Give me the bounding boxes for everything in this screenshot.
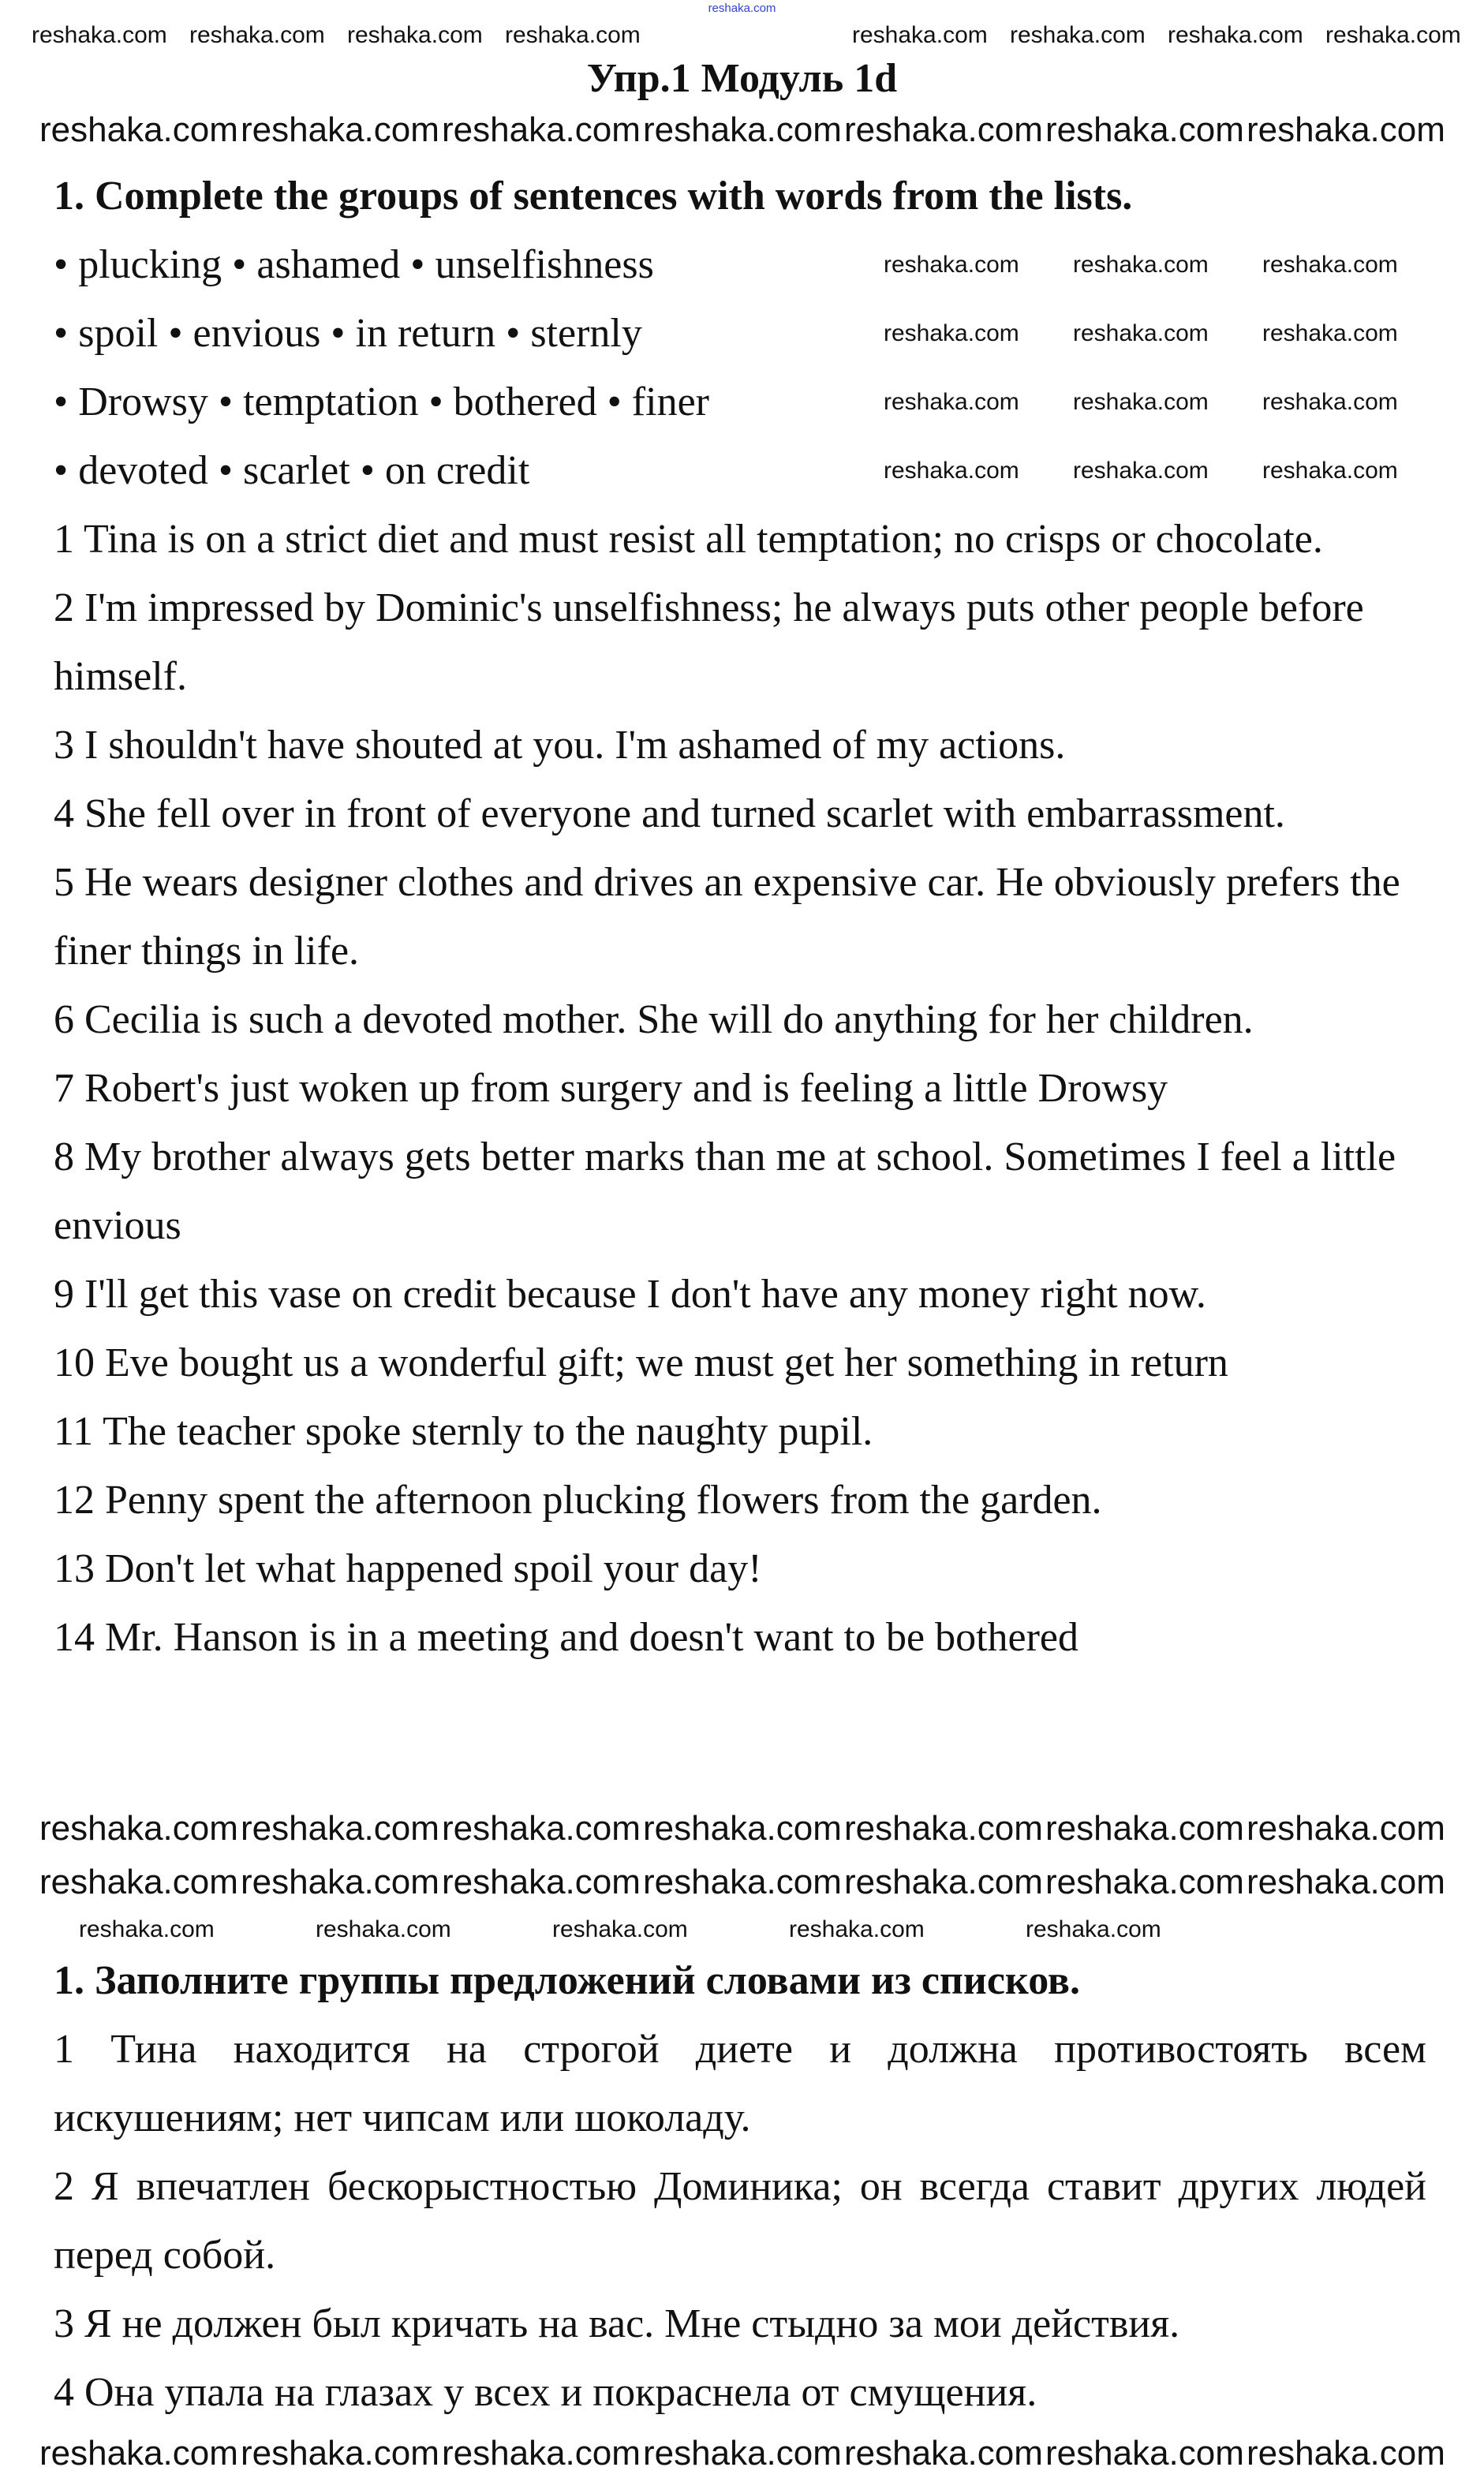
watermark: reshaka.com <box>241 2434 439 2473</box>
watermark: reshaka.com <box>39 1863 238 1901</box>
watermark: reshaka.com <box>1262 252 1398 278</box>
watermark: reshaka.com <box>884 389 1019 415</box>
sentence: 2 I'm impressed by Dominic's unselfishness; he always puts other people before himself. <box>54 585 1364 699</box>
watermark: reshaka.com <box>1045 110 1244 149</box>
watermark: reshaka.com <box>1247 2434 1445 2473</box>
watermark: reshaka.com <box>442 110 641 149</box>
sentence: 1 Tina is on a strict diet and must resist all temptation; no crisps or chocolate. <box>54 517 1323 562</box>
sentence-ru: 4 Она упала на глазах у всех и покраснела от смущения. <box>54 2370 1037 2415</box>
watermark: reshaka.com <box>884 320 1019 346</box>
page-title: Упр.1 Модуль 1d <box>586 56 898 101</box>
watermark: reshaka.com <box>643 2434 842 2473</box>
watermark: reshaka.com <box>1262 458 1398 484</box>
watermark: reshaka.com <box>442 1863 641 1901</box>
sentence-ru: 2 Я впечатлен бескорыстностью Доминика; он всегда ставит других людей перед собой. <box>54 2164 1426 2278</box>
watermark: reshaka.com <box>347 22 483 48</box>
watermark: reshaka.com <box>442 2434 641 2473</box>
watermark: reshaka.com <box>32 22 167 48</box>
watermark: reshaka.com <box>241 1809 439 1848</box>
sentence: 3 I shouldn't have shouted at you. I'm ashamed of my actions. <box>54 723 1066 768</box>
watermark: reshaka.com <box>1247 1863 1445 1901</box>
russian-content <box>54 1946 1426 2427</box>
watermark: reshaka.com <box>844 1863 1043 1901</box>
watermark: reshaka.com <box>884 252 1019 278</box>
word-list: • Drowsy • temptation • bothered • finer <box>54 379 709 424</box>
watermark: reshaka.com <box>39 2434 238 2473</box>
watermark: reshaka.com <box>1262 389 1398 415</box>
sentence: 12 Penny spent the afternoon plucking flowers from the garden. <box>54 1478 1102 1523</box>
english-heading: 1. Complete the groups of sentences with words from the lists. <box>54 174 1133 219</box>
watermark: reshaka.com <box>789 1916 925 1942</box>
watermark: reshaka.com <box>852 22 988 48</box>
sentence: 13 Don't let what happened spoil your day! <box>54 1546 762 1591</box>
watermark: reshaka.com <box>1045 1863 1244 1901</box>
watermark: reshaka.com <box>844 110 1043 149</box>
watermark: reshaka.com <box>1247 110 1445 149</box>
watermark: reshaka.com <box>1073 458 1209 484</box>
sentence: 6 Cecilia is such a devoted mother. She will do anything for her children. <box>54 997 1254 1042</box>
watermark: reshaka.com <box>241 1863 439 1901</box>
watermark: reshaka.com <box>1026 1916 1161 1942</box>
sentence: 7 Robert's just woken up from surgery and is feeling a little Drowsy <box>54 1066 1168 1111</box>
exercise-content <box>54 162 1426 1672</box>
watermark: reshaka.com <box>1262 320 1398 346</box>
sentence: 10 Eve bought us a wonderful gift; we must get her something in return <box>54 1340 1228 1385</box>
watermark: reshaka.com <box>1073 252 1209 278</box>
watermark: reshaka.com <box>844 1809 1043 1848</box>
russian-heading: 1. Заполните группы предложений словами из списков. <box>54 1958 1080 2003</box>
sentence: 8 My brother always gets better marks than me at school. Sometimes I feel a little envious <box>54 1134 1396 1248</box>
sentence: 11 The teacher spoke sternly to the naughty pupil. <box>54 1409 873 1454</box>
watermark: reshaka.com <box>39 1809 238 1848</box>
sentence: 9 I'll get this vase on credit because I don't have any money right now. <box>54 1272 1206 1317</box>
watermark: reshaka.com <box>505 22 641 48</box>
sentence: 5 He wears designer clothes and drives an expensive car. He obviously prefers the finer things in life. <box>54 860 1400 974</box>
watermark: reshaka.com <box>1247 1809 1445 1848</box>
watermark: reshaka.com <box>1073 389 1209 415</box>
watermark: reshaka.com <box>643 110 842 149</box>
watermark: reshaka.com <box>643 1809 842 1848</box>
sentence: 14 Mr. Hanson is in a meeting and doesn't want to be bothered <box>54 1615 1079 1660</box>
watermark: reshaka.com <box>241 110 439 149</box>
watermark: reshaka.com <box>1045 2434 1244 2473</box>
watermark: reshaka.com <box>189 22 325 48</box>
watermark-top: reshaka.com <box>708 2 776 15</box>
watermark: reshaka.com <box>1073 320 1209 346</box>
sentence-ru: 1 Тина находится на строгой диете и должна противостоять всем искушениям; нет чипсам или шоколаду. <box>54 2027 1426 2140</box>
sentence: 4 She fell over in front of everyone and turned scarlet with embarrassment. <box>54 791 1285 836</box>
word-list: • devoted • scarlet • on credit <box>54 448 530 493</box>
watermark: reshaka.com <box>39 110 238 149</box>
watermark: reshaka.com <box>442 1809 641 1848</box>
sentence-ru: 3 Я не должен был кричать на вас. Мне стыдно за мои действия. <box>54 2301 1180 2346</box>
watermark: reshaka.com <box>316 1916 451 1942</box>
word-list: • plucking • ashamed • unselfishness <box>54 242 654 287</box>
watermark: reshaka.com <box>1010 22 1146 48</box>
watermark: reshaka.com <box>1325 22 1461 48</box>
watermark: reshaka.com <box>884 458 1019 484</box>
watermark: reshaka.com <box>1045 1809 1244 1848</box>
watermark: reshaka.com <box>552 1916 688 1942</box>
watermark: reshaka.com <box>844 2434 1043 2473</box>
watermark: reshaka.com <box>79 1916 215 1942</box>
watermark: reshaka.com <box>1168 22 1303 48</box>
word-list: • spoil • envious • in return • sternly <box>54 311 642 356</box>
watermark: reshaka.com <box>643 1863 842 1901</box>
